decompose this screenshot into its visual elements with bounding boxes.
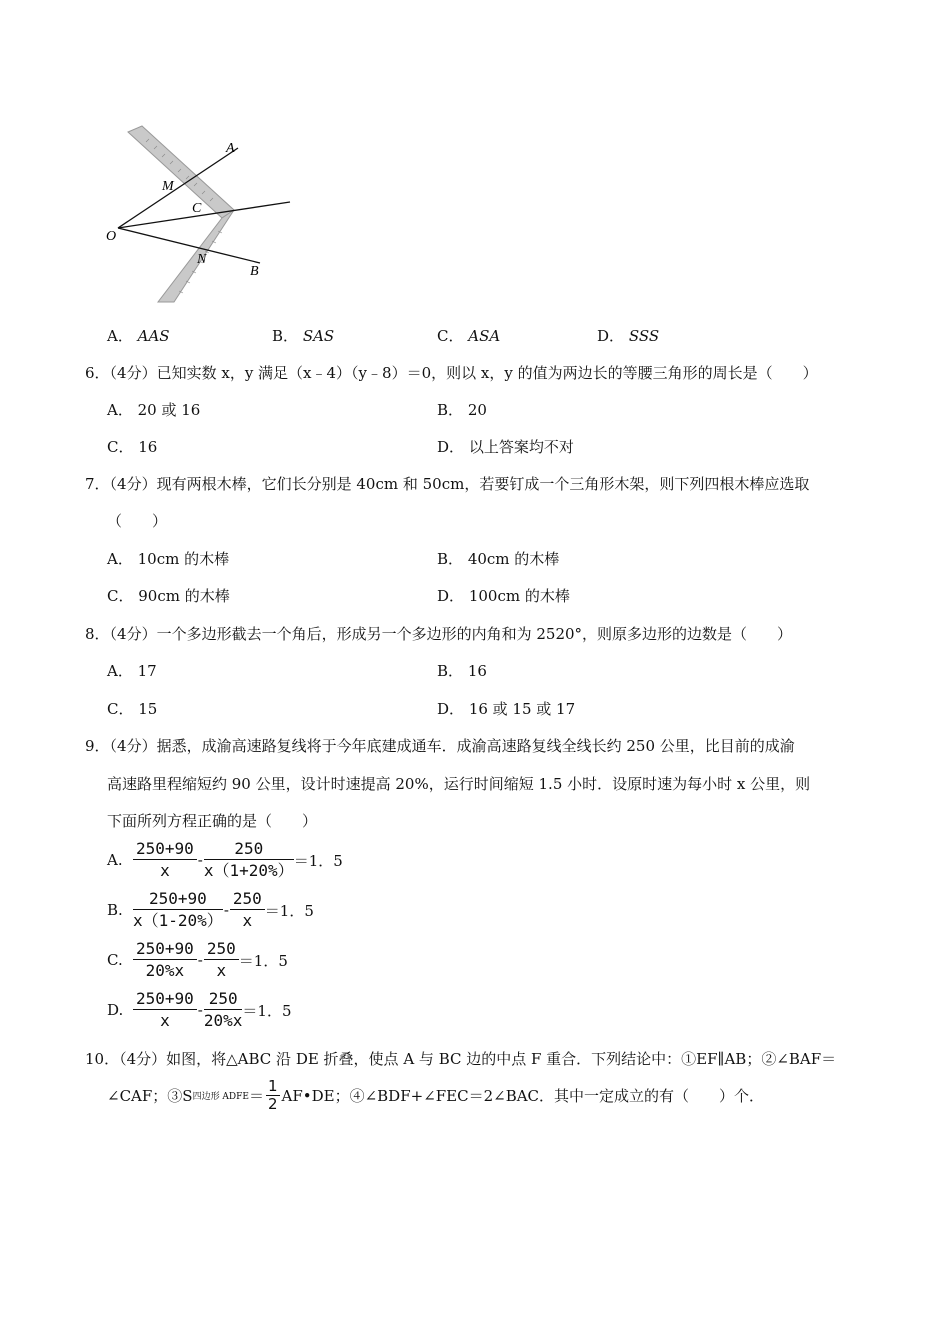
q9-stem-line1: 9．（4分）据悉，成渝高速路复线将于今年底建成通车．成渝高速路复线全线长约 250 公里，比目前的成渝 [85, 737, 795, 755]
q5-option-a: A． AAS [107, 327, 170, 345]
q7-option-b: B． 40cm 的木棒 [437, 550, 560, 568]
ruler-upper [128, 126, 234, 218]
q10-stem-line2: ∠CAF；③S 四边形 ADFE ＝ 1 2 AF•DE；④∠BDF+∠FEC＝2∠BAC．其中一定成立的有（ ）个． [107, 1077, 765, 1113]
q7-option-a: A． 10cm 的木棒 [107, 550, 230, 568]
ray-ob [118, 228, 260, 263]
label-M: M [162, 179, 174, 194]
q8-stem: 8．（4分）一个多边形截去一个角后，形成另一个多边形的内角和为 2520°，则原多边形的边数是（ ） [85, 625, 793, 643]
q8-option-d: D． 16 或 15 或 17 [437, 700, 576, 718]
q9-option-d: D. $\frac{250+90}{x}$ - $\frac{250}{20\%x}$ ＝1．5 [107, 989, 292, 1030]
q6-option-d: D． 以上答案均不对 [437, 438, 574, 456]
label-C: C [192, 201, 202, 216]
label-A: A [226, 141, 235, 156]
q5-option-d: D． SSS [597, 327, 660, 345]
geometry-figure [100, 120, 300, 305]
q9-stem-line2: 高速路里程缩短约 90 公里，设计时速提高 20%，运行时间缩短 1.5 小时．设原时速为每小时 x 公里，则 [107, 775, 811, 793]
q8-option-b: B． 16 [437, 662, 487, 680]
q7-option-d: D． 100cm 的木棒 [437, 587, 570, 605]
ray-oc [118, 202, 290, 228]
q6-stem: 6．（4分）已知实数 x，y 满足（x﹣4）（y﹣8）＝0，则以 x，y 的值为两边长的等腰三角形的周长是（ ） [85, 364, 818, 382]
q10-stem-line1: 10．（4分）如图，将△ABC 沿 DE 折叠，使点 A 与 BC 边的中点 F 重合．下列结论中：①EF∥AB；②∠BAF＝ [85, 1050, 837, 1068]
q6-option-b: B． 20 [437, 401, 487, 419]
q8-option-a: A． 17 [107, 662, 157, 680]
label-O: O [106, 229, 117, 244]
ruler-lower [158, 210, 234, 302]
q8-option-c: C． 15 [107, 700, 158, 718]
label-N: N [197, 252, 207, 267]
q9-option-c: C. $\frac{250+90}{20\%x}$ - $\frac{250}{x}$ ＝1．5 [107, 939, 288, 980]
q5-option-b: B． SAS [272, 327, 335, 345]
one-half-fraction: 1 2 [267, 1077, 278, 1113]
label-B: B [250, 264, 259, 279]
q7-stem-line1: 7．（4分）现有两根木棒，它们长分别是 40cm 和 50cm，若要钉成一个三角形木架，则下列四根木棒应选取 [85, 475, 810, 493]
q7-stem-line2: （ ） [107, 512, 168, 530]
q9-option-a: A. $\frac{250+90}{x}$ - $\frac{250}{x(1+20\%)}$ ＝1．5 [107, 839, 343, 880]
q6-option-c: C． 16 [107, 438, 158, 456]
q7-option-c: C． 90cm 的木棒 [107, 587, 230, 605]
q6-option-a: A． 20 或 16 [107, 401, 201, 419]
q9-stem-line3: 下面所列方程正确的是（ ） [107, 812, 318, 830]
q5-option-c: C． ASA [437, 327, 501, 345]
q9-option-b: B. $\frac{250+90}{x(1-20\%)}$ - $\frac{250}{x}$ ＝1．5 [107, 889, 314, 930]
